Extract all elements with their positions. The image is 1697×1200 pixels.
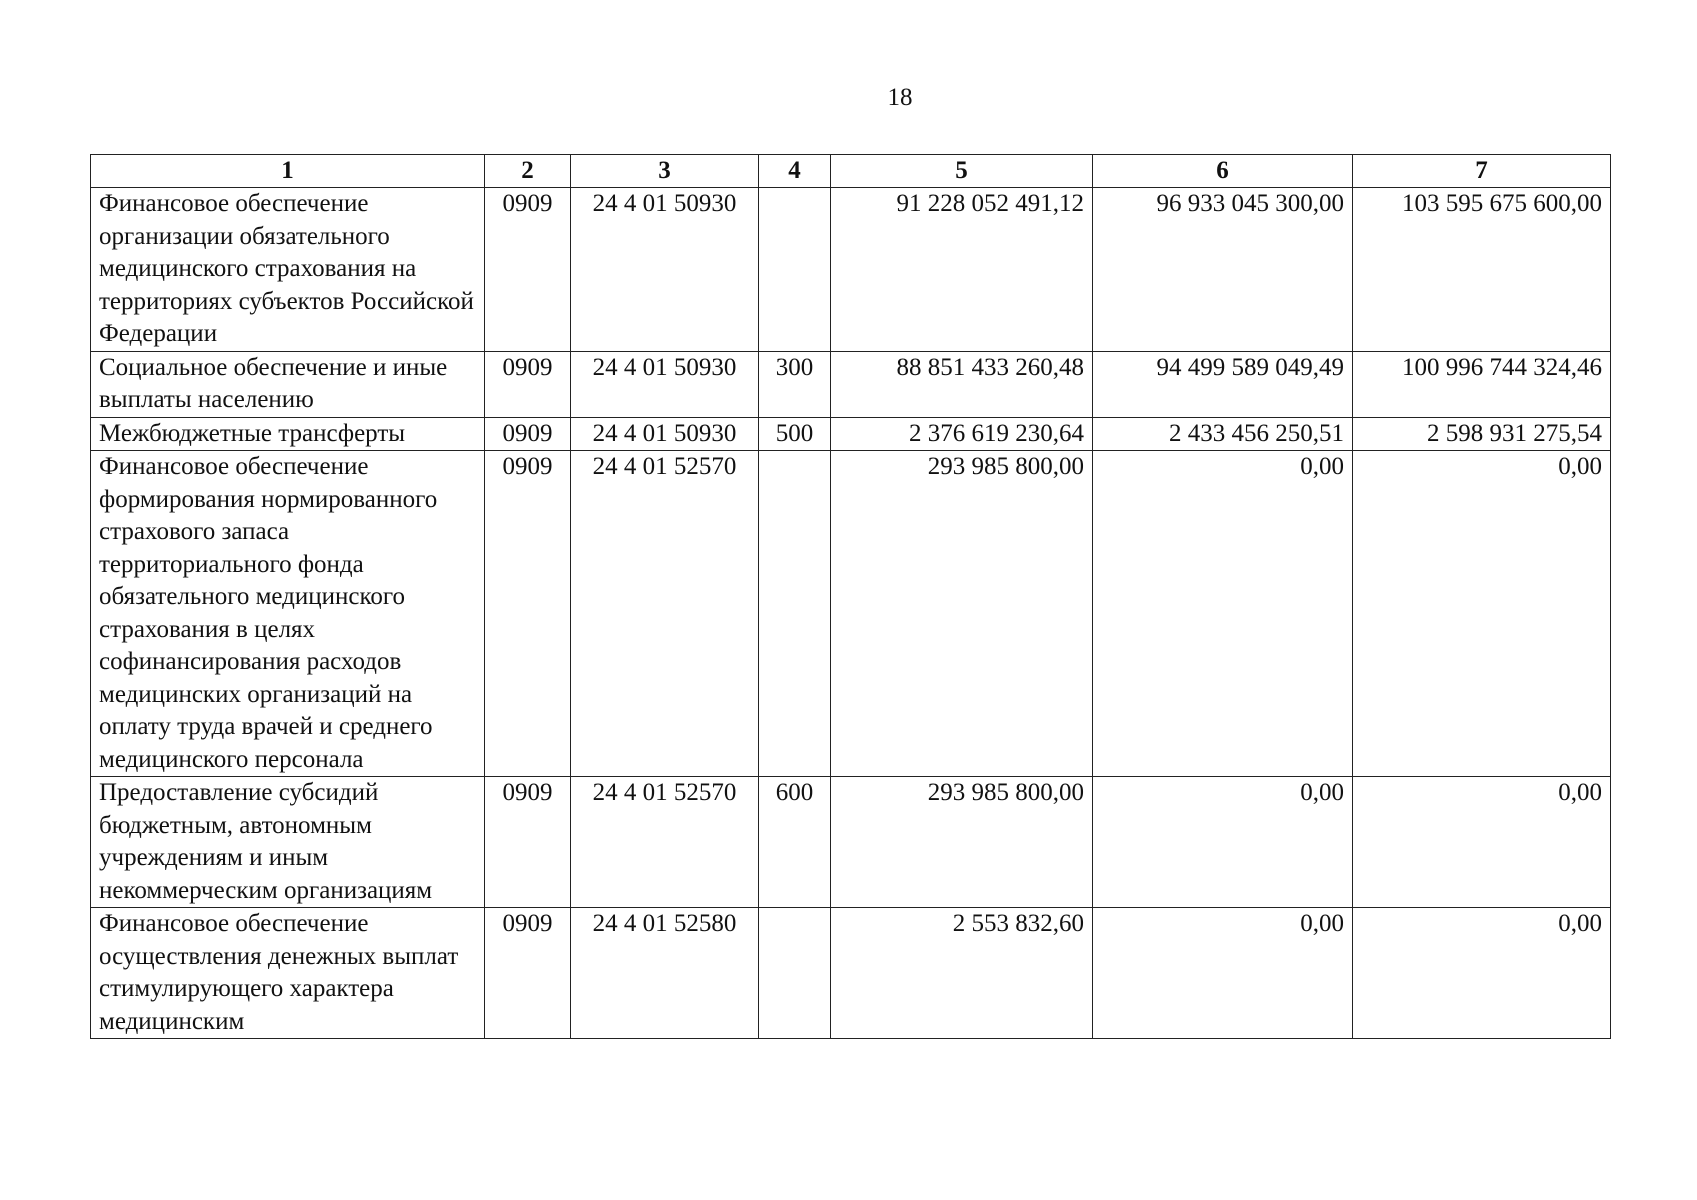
row-value-7: 0,00 (1353, 908, 1611, 1039)
column-header-5: 5 (831, 155, 1093, 188)
row-expense-type (759, 908, 831, 1039)
row-value-7: 103 595 675 600,00 (1353, 188, 1611, 352)
row-value-6: 96 933 045 300,00 (1093, 188, 1353, 352)
table-row (91, 777, 1611, 908)
table-row (91, 417, 1611, 451)
row-value-5: 2 553 832,60 (831, 908, 1093, 1039)
row-expense-type (759, 451, 831, 777)
column-header-7: 7 (1353, 155, 1611, 188)
row-value-5: 2 376 619 230,64 (831, 417, 1093, 451)
row-value-6: 0,00 (1093, 777, 1353, 908)
row-target-article: 24 4 01 50930 (571, 417, 759, 451)
row-section: 0909 (485, 777, 571, 908)
budget-table (90, 154, 1611, 1039)
table-row (91, 188, 1611, 352)
row-value-5: 293 985 800,00 (831, 451, 1093, 777)
row-name: Межбюджетные трансферты (91, 417, 485, 451)
table-row (91, 351, 1611, 417)
row-name: Предоставление субсидий бюджетным, автономным учреждениям и иным некоммерческим организациям (91, 777, 485, 908)
row-expense-type (759, 188, 831, 352)
row-expense-type: 600 (759, 777, 831, 908)
row-target-article: 24 4 01 50930 (571, 351, 759, 417)
table-row (91, 451, 1611, 777)
row-value-5: 293 985 800,00 (831, 777, 1093, 908)
row-target-article: 24 4 01 50930 (571, 188, 759, 352)
row-value-7: 0,00 (1353, 777, 1611, 908)
row-target-article: 24 4 01 52570 (571, 777, 759, 908)
row-section: 0909 (485, 417, 571, 451)
column-header-2: 2 (485, 155, 571, 188)
row-section: 0909 (485, 908, 571, 1039)
column-header-1: 1 (91, 155, 485, 188)
row-section: 0909 (485, 451, 571, 777)
table-row (91, 908, 1611, 1039)
row-target-article: 24 4 01 52570 (571, 451, 759, 777)
page-number: 18 (887, 84, 913, 111)
row-section: 0909 (485, 351, 571, 417)
row-value-6: 2 433 456 250,51 (1093, 417, 1353, 451)
row-section: 0909 (485, 188, 571, 352)
column-header-6: 6 (1093, 155, 1353, 188)
row-name: Финансовое обеспечение формирования нормированного страхового запаса территориального фонда обязательного медицинского страхования в целях софинансирования расходов медицинских организаций на оплату труда врачей и среднего медицинского персонала (91, 451, 485, 777)
header-row (91, 155, 1611, 188)
column-header-3: 3 (571, 155, 759, 188)
row-value-7: 0,00 (1353, 451, 1611, 777)
row-expense-type: 300 (759, 351, 831, 417)
row-value-7: 2 598 931 275,54 (1353, 417, 1611, 451)
row-value-6: 94 499 589 049,49 (1093, 351, 1353, 417)
row-value-6: 0,00 (1093, 908, 1353, 1039)
column-header-4: 4 (759, 155, 831, 188)
row-target-article: 24 4 01 52580 (571, 908, 759, 1039)
row-expense-type: 500 (759, 417, 831, 451)
row-name: Финансовое обеспечение организации обязательного медицинского страхования на территориях субъектов Российской Федерации (91, 188, 485, 352)
row-value-5: 88 851 433 260,48 (831, 351, 1093, 417)
row-name: Социальное обеспечение и иные выплаты населению (91, 351, 485, 417)
row-value-7: 100 996 744 324,46 (1353, 351, 1611, 417)
row-name: Финансовое обеспечение осуществления денежных выплат стимулирующего характера медицинским (91, 908, 485, 1039)
row-value-6: 0,00 (1093, 451, 1353, 777)
row-value-5: 91 228 052 491,12 (831, 188, 1093, 352)
